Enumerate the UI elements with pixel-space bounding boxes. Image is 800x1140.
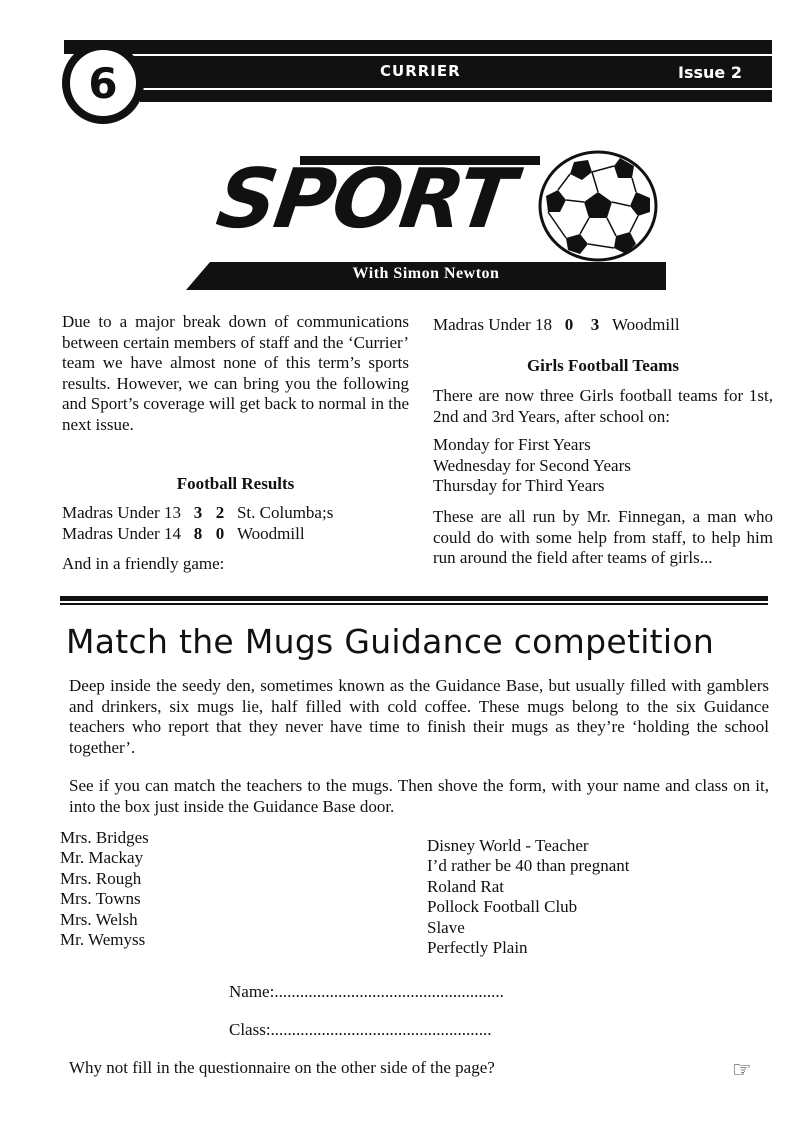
result-opponent: St. Columba;s [236,503,334,522]
result-away-score: 0 [215,523,225,543]
teacher-item: Mrs. Welsh [60,909,138,929]
class-field[interactable]: Class:.................................................... [229,1020,492,1039]
mug-item: Perfectly Plain [427,938,528,958]
friendly-intro: And in a friendly game: [62,554,225,573]
section-divider-thin [60,603,768,605]
mug-item: Disney World - Teacher [427,836,589,855]
football-icon [536,148,660,264]
section-divider [60,596,768,601]
mug-list [427,836,630,958]
schedule-item: Monday for First Years [433,435,591,454]
results-list [62,503,409,544]
mug-item: I’d rather be 40 than pregnant [427,856,630,876]
sport-title: SPORT [211,152,519,247]
teacher-item: Mrs. Towns [60,889,141,909]
result-home-score: 3 [193,503,203,522]
schedule-item: Thursday for Third Years [433,476,605,495]
girls-heading: Girls Football Teams [526,356,680,375]
result-away-score: 2 [215,503,225,522]
result-team: Madras Under 14 [62,523,181,543]
masthead-title: CURRIER [380,62,461,80]
teacher-item: Mrs. Bridges [60,828,149,847]
girls-intro: There are now three Girls football teams for 1st, 2nd and 3rd Years, after school on: [433,386,773,426]
teacher-item: Mrs. Rough [60,868,142,888]
competition-paragraph-1: Deep inside the seedy den, sometimes known as the Guidance Base, but usually filled with gamblers and drinkers, six mugs lie, half filled with cold coffee. These mugs belong to the six Guidance teachers who report that they never have time to finish their mugs as they’re ‘holding the school together’. [69,676,769,757]
mug-item: Pollock Football Club [427,897,578,917]
result-home-score: 0 [564,315,574,334]
result-away-score: 3 [590,315,600,334]
friendly-result [433,315,773,336]
teacher-item: Mr. Wemyss [60,930,146,950]
results-heading: Football Results [176,474,295,493]
teacher-item: Mr. Mackay [60,848,144,868]
mug-item: Slave [427,917,465,937]
girls-outro: These are all run by Mr. Finnegan, a man who could do with some help from staff, to help him run around the field after teams of girls... [433,507,773,567]
result-row [433,315,773,336]
competition-paragraph-2: See if you can match the teachers to the mugs. Then shove the form, with your name and class on it, into the box just inside the Guidance Base door. [69,776,769,816]
pointing-hand-icon: ☞ [732,1058,752,1083]
result-row [62,503,409,524]
sport-intro: Due to a major break down of communications between certain members of staff and the ‘Currier’ team we have almost none of this term’s sports results. However, we can bring you the following and Sport’s coverage will get back to normal in the next issue. [62,312,409,434]
banner-top-bar [64,40,772,54]
result-home-score: 8 [193,523,203,543]
teacher-list [60,828,149,950]
name-field[interactable]: Name:...................................................... [229,982,504,1001]
result-opponent: Woodmill [611,315,680,334]
mug-item: Roland Rat [427,876,504,896]
page-number: 6 [62,42,144,124]
result-team: Madras Under 13 [62,503,181,522]
schedule-item: Wednesday for Second Years [433,455,631,475]
byline: With Simon Newton [352,265,500,282]
result-row [62,524,409,545]
issue-label: Issue 2 [678,63,742,82]
result-opponent: Woodmill [236,523,305,543]
banner-bottom-bar [140,90,772,102]
questionnaire-note: Why not fill in the questionnaire on the other side of the page? [69,1058,495,1077]
girls-schedule [433,435,773,497]
result-team: Madras Under 18 [433,315,552,334]
competition-title: Match the Mugs Guidance competition [66,622,715,661]
